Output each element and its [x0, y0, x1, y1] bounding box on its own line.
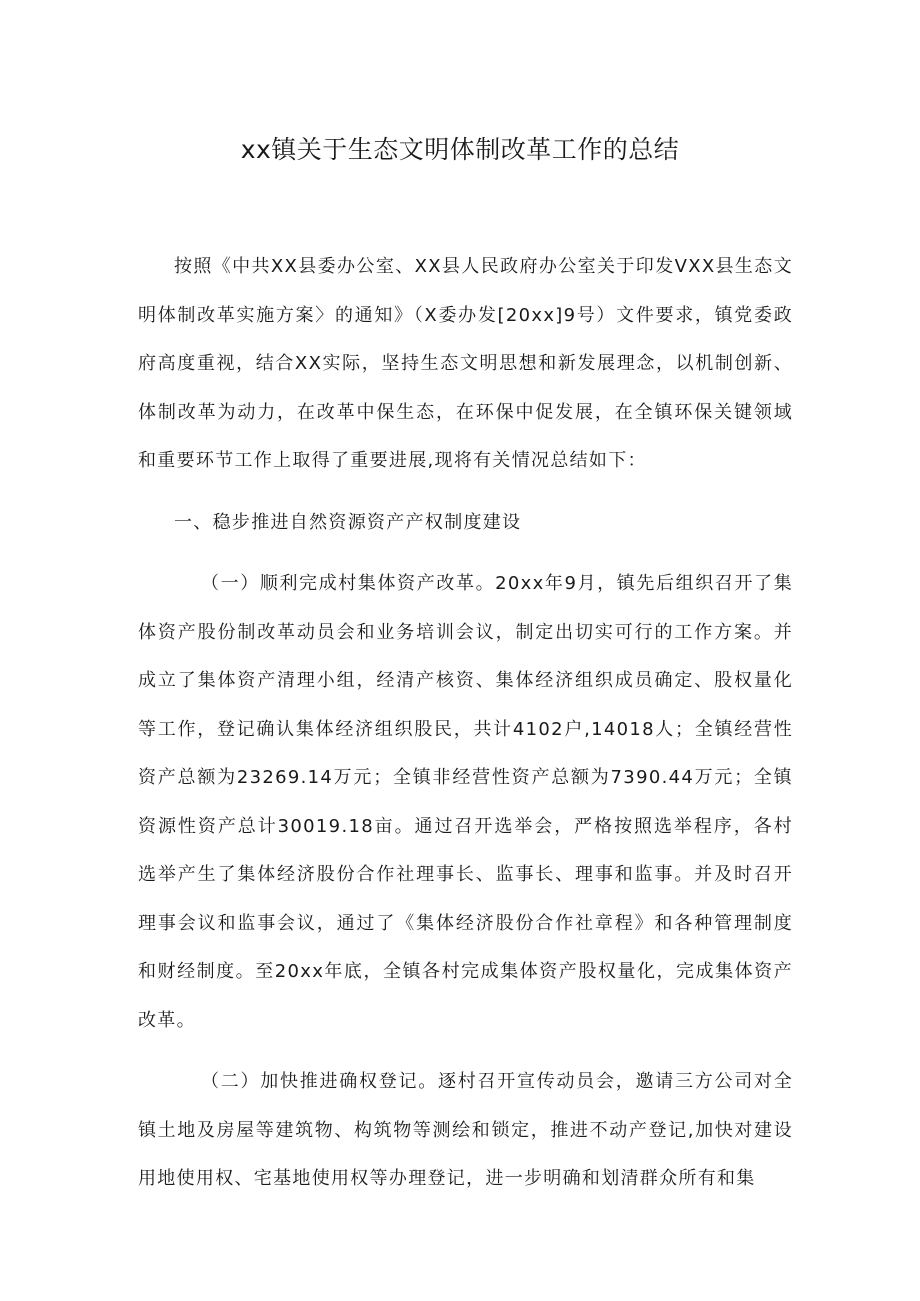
paragraph-item-1: （一）顺利完成村集体资产改革。20xx年9月，镇先后组织召开了集体资产股份制改革动员会和业务培训会议，制定出切实可行的工作方案。并成立了集体资产清理小组，经清产核资、集体经济组织成员确定、股权量化等工作，登记确认集体经济组织股民，共计4102户,14018人；全镇经营性资产总额为23269.14万元；全镇非经营性资产总额为7390.44万元；全镇资源性资产总计30019.18亩。通过召开选举会，严格按照选举程序，各村选举产生了集体经济股份合作社理事长、监事长、理事和监事。并及时召开理事会议和监事会议，通过了《集体经济股份合作社章程》和各种管理制度和财经制度。至20xx年底，全镇各村完成集体资产股权量化，完成集体资产改革。 — [138, 573, 793, 1031]
section-heading-1: 一、稳步推进自然资源资产产权制度建设 — [174, 511, 522, 533]
document-body — [138, 243, 793, 1204]
intro-paragraph: 按照《中共XX县委办公室、XX县人民政府办公室关于印发VXX县生态文明体制改革实施方案〉的通知》（X委办发[20xx]9号）文件要求，镇党委政府高度重视，结合XX实际，坚持生态文明思想和新发展理念，以机制创新、体制改革为动力，在改革中保生态，在环保中促发展，在全镇环保关键领域和重要环节工作上取得了重要进展,现将有关情况总结如下： — [138, 256, 793, 471]
paragraph-gap — [138, 1045, 793, 1058]
document-title: xx镇关于生态文明体制改革工作的总结 — [240, 135, 680, 164]
paragraph-item-2: （二）加快推进确权登记。逐村召开宣传动员会，邀请三方公司对全镇土地及房屋等建筑物、构筑物等测绘和锁定，推进不动产登记,加快对建设用地使用权、宅基地使用权等办理登记，进一步明确和划清群众所有和集 — [138, 1071, 793, 1189]
